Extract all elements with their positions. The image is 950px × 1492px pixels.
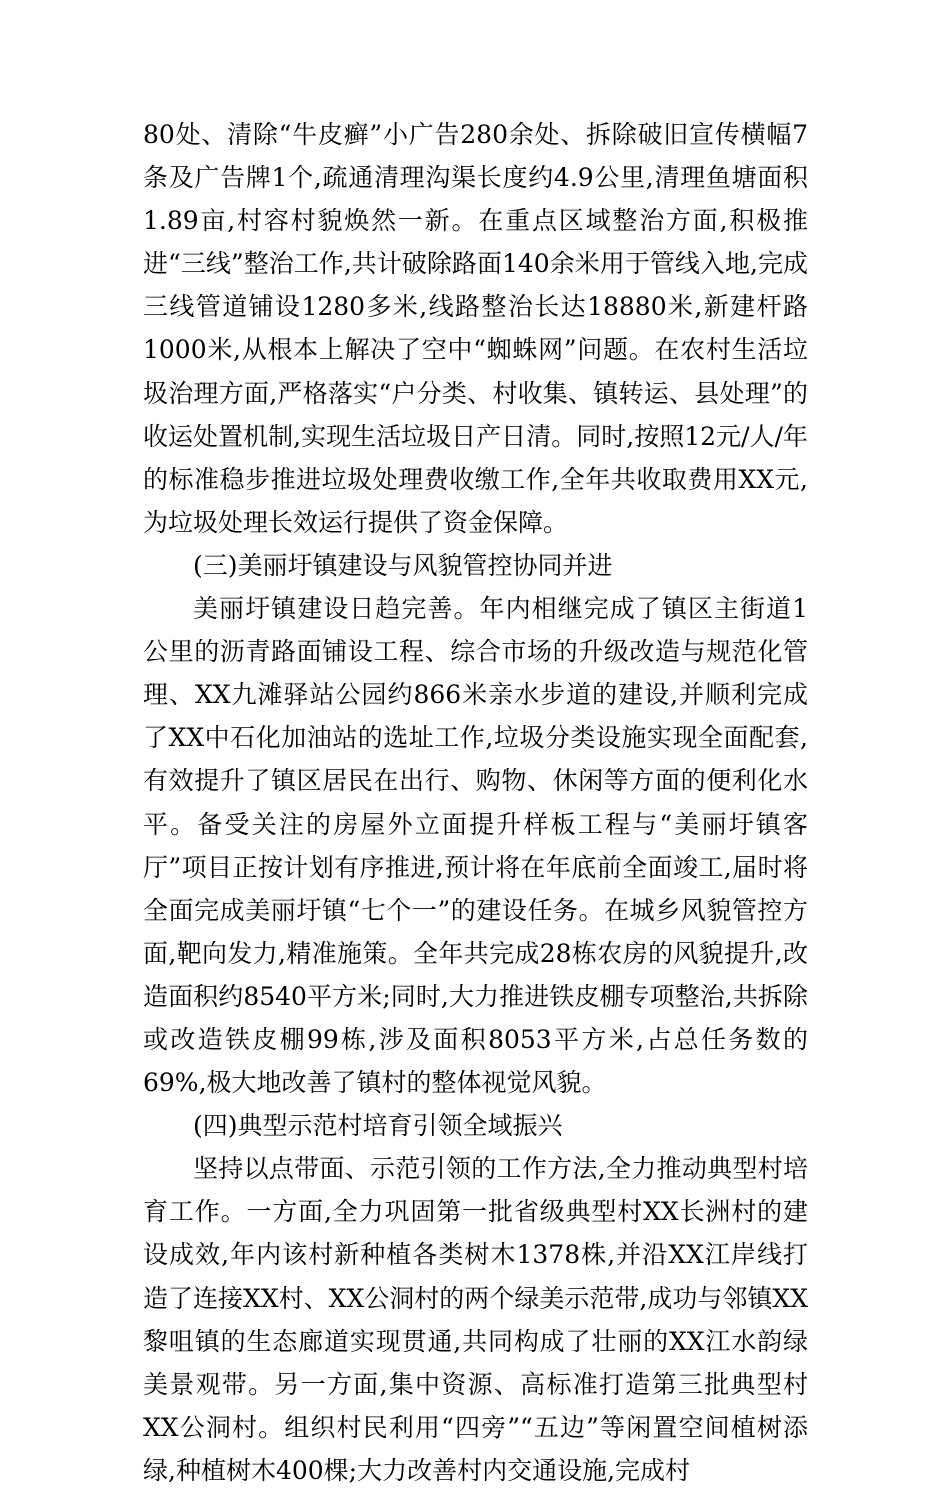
paragraph-model-villages: 坚持以点带面、示范引领的工作方法,全力推动典型村培育工作。一方面,全力巩固第一批省级典型村XX长洲村的建设成效,年内该村新种植各类树木1378株,并沿XX江岸线打造了连接XX村、XX公洞村的两个绿美示范带,成功与邻镇XX黎咀镇的生态廊道实现贯通,共同构成了壮丽的XX江水韵绿美景观带。另一方面,集中资源、高标准打造第三批典型村XX公洞村。组织村民利用“四旁”“五边”等闲置空间植树添绿,种植树木400棵;大力改善村内交通设施,完成村 <box>143 1154 808 1485</box>
section-heading-three: (三)美丽圩镇建设与风貌管控协同并进 <box>193 550 613 580</box>
document-body <box>143 113 808 1492</box>
paragraph-garbage-governance: 80处、清除“牛皮癣”小广告280余处、拆除破旧宣传横幅7条及广告牌1个,疏通清理沟渠长度约4.9公里,清理鱼塘面积1.89亩,村容村貌焕然一新。在重点区域整治方面,积极推进“三线”整治工作,共计破除路面140余米用于管线入地,完成三线管道铺设1280多米,线路整治长达18880米,新建杆路1000米,从根本上解决了空中“蜘蛛网”问题。在农村生活垃圾治理方面,严格落实“户分类、村收集、镇转运、县处理”的收运处置机制,实现生活垃圾日产日清。同时,按照12元/人/年的标准稳步推进垃圾处理费收缴工作,全年共收取费用XX元,为垃圾处理长效运行提供了资金保障。 <box>143 120 808 537</box>
paragraph-town-construction: 美丽圩镇建设日趋完善。年内相继完成了镇区主街道1公里的沥青路面铺设工程、综合市场的升级改造与规范化管理、XX九滩驿站公园约866米亲水步道的建设,并顺利完成了XX中石化加油站的选址工作,垃圾分类设施实现全面配套,有效提升了镇区居民在出行、购物、休闲等方面的便利化水平。备受关注的房屋外立面提升样板工程与“美丽圩镇客厅”项目正按计划有序推进,预计将在年底前全面竣工,届时将全面完成美丽圩镇“七个一”的建设任务。在城乡风貌管控方面,靶向发力,精准施策。全年共完成28栋农房的风貌提升,改造面积约8540平方米;同时,大力推进铁皮棚专项整治,共拆除或改造铁皮棚99栋,涉及面积8053平方米,占总任务数的69%,极大地改善了镇村的整体视觉风貌。 <box>143 594 808 1098</box>
section-heading-four: (四)典型示范村培育引领全域振兴 <box>193 1111 563 1141</box>
